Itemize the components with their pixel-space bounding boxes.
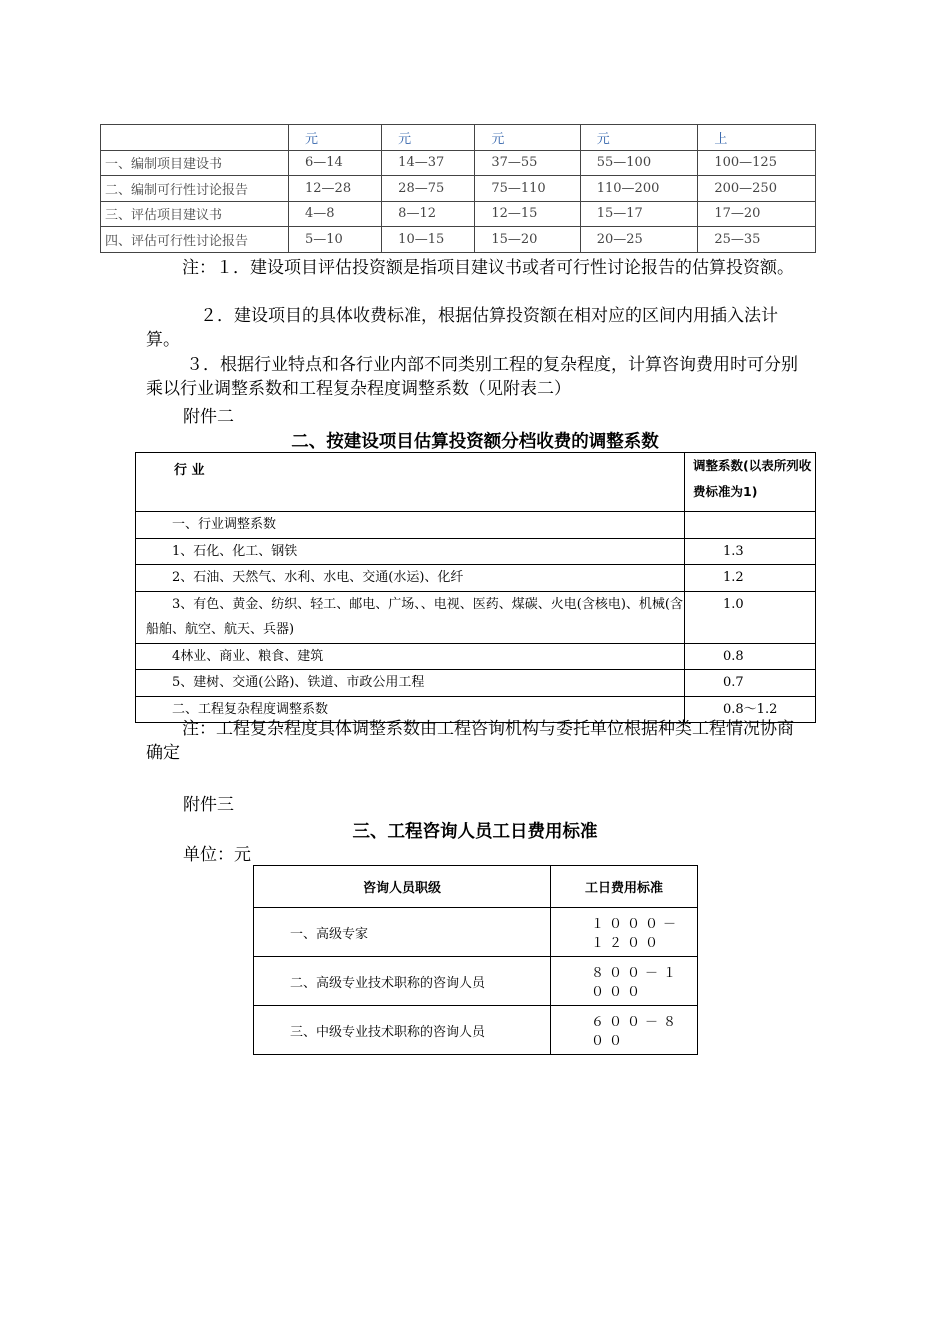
table-cell: 200—250 bbox=[698, 176, 816, 202]
table-row bbox=[136, 538, 816, 565]
note-2: ２．建设项目的具体收费标准，根据估算投资额在相对应的区间内用插入法计算。 bbox=[146, 306, 778, 350]
industry-cell: 5、建树、交通(公路)、铁道、市政公用工程 bbox=[136, 670, 685, 697]
table-cell: 8—12 bbox=[382, 201, 475, 227]
header-cell: 元 bbox=[289, 125, 382, 151]
cost-cell: １０００－１２００ bbox=[551, 908, 698, 957]
table-cell: 5—10 bbox=[289, 227, 382, 253]
annex-2-note: 注：工程复杂程度具体调整系数由工程咨询机构与委托单位根据种类工程情况协商确定 bbox=[146, 719, 794, 763]
header-cell: 元 bbox=[580, 125, 698, 151]
adjustment-coefficient-table bbox=[135, 452, 816, 723]
row-label: 一、编制项目建设书 bbox=[101, 150, 289, 176]
industry-cell: 2、石油、天然气、水利、水电、交通(水运)、化纤 bbox=[136, 565, 685, 592]
row-label: 二、编制可行性讨论报告 bbox=[101, 176, 289, 202]
header-cell: 上 bbox=[698, 125, 816, 151]
header-cell bbox=[101, 125, 289, 151]
annex-2-title: 二、按建设项目估算投资额分档收费的调整系数 bbox=[291, 432, 659, 452]
table-row bbox=[254, 1006, 698, 1055]
table-cell: 37—55 bbox=[475, 150, 580, 176]
table-row bbox=[101, 227, 816, 253]
annex-3-label: 附件三 bbox=[183, 795, 234, 815]
table-cell: 12—28 bbox=[289, 176, 382, 202]
table-row bbox=[254, 957, 698, 1006]
table-cell: 100—125 bbox=[698, 150, 816, 176]
row-label: 四、评估可行性讨论报告 bbox=[101, 227, 289, 253]
table-header-row bbox=[254, 866, 698, 908]
table-cell: 12—15 bbox=[475, 201, 580, 227]
consultant-daily-fee-table bbox=[253, 865, 698, 1055]
table-cell: 6—14 bbox=[289, 150, 382, 176]
industry-header: 行 业 bbox=[136, 453, 685, 512]
note-3: ３．根据行业特点和各行业内部不同类别工程的复杂程度，计算咨询费用时可分别乘以行业调整系数和工程复杂程度调整系数（见附表二） bbox=[146, 355, 798, 399]
table-header-row bbox=[101, 125, 816, 151]
level-cell: 三、中级专业技术职称的咨询人员 bbox=[254, 1006, 551, 1055]
table-row bbox=[136, 643, 816, 670]
header-cell: 元 bbox=[382, 125, 475, 151]
table-cell: 28—75 bbox=[382, 176, 475, 202]
table-cell: 110—200 bbox=[580, 176, 698, 202]
table-row bbox=[136, 670, 816, 697]
industry-cell: 二、工程复杂程度调整系数 bbox=[136, 696, 685, 723]
coefficient-cell: 1.0 bbox=[685, 591, 816, 643]
table-cell: 10—15 bbox=[382, 227, 475, 253]
industry-cell: 4林业、商业、粮食、建筑 bbox=[136, 643, 685, 670]
table-row bbox=[101, 176, 816, 202]
table-row bbox=[136, 565, 816, 592]
table-cell: 25—35 bbox=[698, 227, 816, 253]
header-cell: 元 bbox=[475, 125, 580, 151]
table-cell: 15—17 bbox=[580, 201, 698, 227]
coefficient-header: 调整系数(以表所列收费标准为1) bbox=[685, 453, 816, 512]
coefficient-cell: 0.7 bbox=[685, 670, 816, 697]
note-1: 注：１．建设项目评估投资额是指项目建议书或者可行性讨论报告的估算投资额。 bbox=[182, 258, 794, 278]
table-row bbox=[101, 201, 816, 227]
unit-label: 单位：元 bbox=[183, 845, 251, 865]
industry-cell: 3、有色、黄金、纺织、轻工、邮电、广场、、电视、医药、煤碳、火电(含核电)、机械(含船舶、航空、航天、兵器) bbox=[136, 591, 685, 643]
fee-table bbox=[100, 124, 816, 253]
table-header-row bbox=[136, 453, 816, 512]
annex-2-label: 附件二 bbox=[183, 407, 234, 427]
row-label: 三、评估项目建议书 bbox=[101, 201, 289, 227]
table-cell: 4—8 bbox=[289, 201, 382, 227]
annex-3-title: 三、工程咨询人员工日费用标准 bbox=[352, 822, 598, 842]
industry-cell: 1、石化、化工、钢铁 bbox=[136, 538, 685, 565]
table-cell: 20—25 bbox=[580, 227, 698, 253]
table-row bbox=[101, 150, 816, 176]
table-cell: 55—100 bbox=[580, 150, 698, 176]
table-cell: 15—20 bbox=[475, 227, 580, 253]
level-cell: 二、高级专业技术职称的咨询人员 bbox=[254, 957, 551, 1006]
table-cell: 17—20 bbox=[698, 201, 816, 227]
coefficient-cell: 1.3 bbox=[685, 538, 816, 565]
cost-header: 工日费用标准 bbox=[551, 866, 698, 908]
cost-cell: ６００－８００ bbox=[551, 1006, 698, 1055]
coefficient-cell: 0.8 bbox=[685, 643, 816, 670]
coefficient-cell bbox=[685, 512, 816, 539]
industry-cell: 一、行业调整系数 bbox=[136, 512, 685, 539]
table-row bbox=[136, 512, 816, 539]
table-cell: 14—37 bbox=[382, 150, 475, 176]
table-cell: 75—110 bbox=[475, 176, 580, 202]
table-row bbox=[254, 908, 698, 957]
table-row bbox=[136, 591, 816, 643]
level-cell: 一、高级专家 bbox=[254, 908, 551, 957]
coefficient-cell: 1.2 bbox=[685, 565, 816, 592]
cost-cell: ８００－１０００ bbox=[551, 957, 698, 1006]
coefficient-cell: 0.8～1.2 bbox=[685, 696, 816, 723]
level-header: 咨询人员职级 bbox=[254, 866, 551, 908]
